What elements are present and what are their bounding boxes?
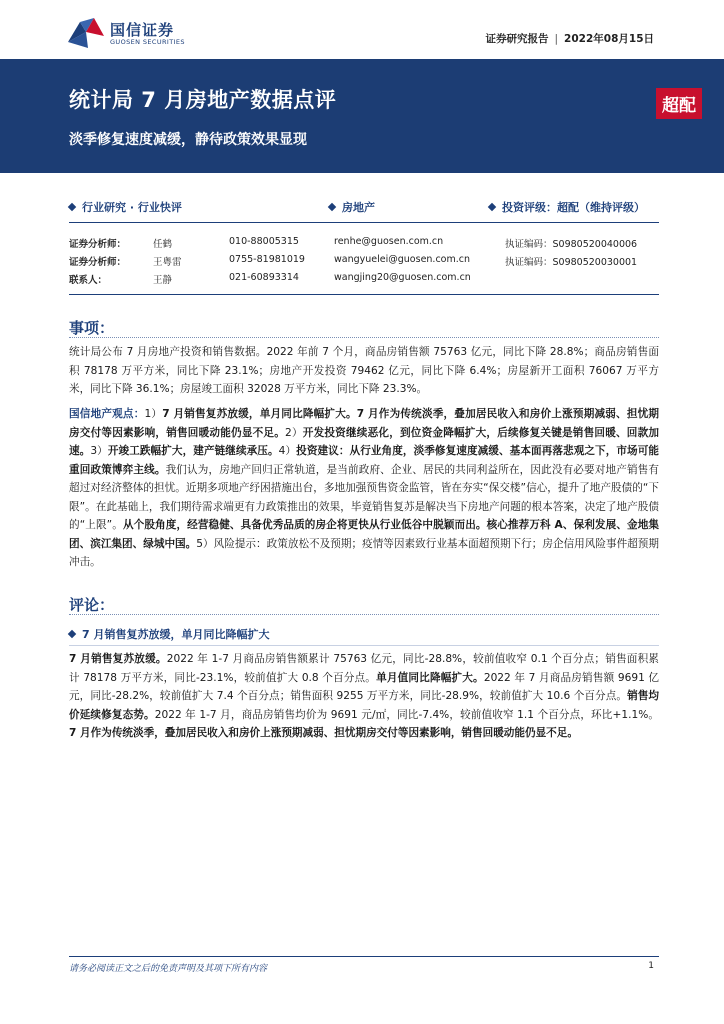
page-header xyxy=(0,0,724,58)
footer-divider xyxy=(69,956,659,957)
view-point-4-picks: 从个股角度，经营稳健、具备优秀品质的房企将更快从行业低谷中脱颖而出。核心推荐万科 A、保利发展、金地集团、滨江集团、绿城中国。 xyxy=(69,519,659,550)
analyst-role: 证券分析师： xyxy=(69,257,127,268)
report-subtitle: 淡季修复速度减缓，静待政策效果显现 xyxy=(69,132,307,148)
comment-paragraph xyxy=(69,650,659,743)
tag-industry-label: 行业研究 · 行业快评 xyxy=(82,201,182,214)
comment-text-2: 2022 年 7 月商品房销售额 9691 亿元，同比-28.2%，较前值扩大 7.4 个百分点；销售面积 9255 万平方米，同比-28.9%，较前值扩大 10.6 个百分点。 xyxy=(69,671,660,702)
tag-rating xyxy=(489,199,645,215)
analyst-cert: 执证编码：S0980520040006 xyxy=(505,239,638,250)
analyst-phone: 010-88005315 xyxy=(229,236,299,247)
meta-separator: | xyxy=(554,33,559,45)
comment-text-3: 2022 年 1-7 月，商品房销售均价为 9691 元/㎡，同比-7.4%，较前值收窄 1.1 个百分点，环比+1.1%。 xyxy=(154,708,659,721)
subheading-label: 7 月销售复苏放缓，单月同比降幅扩大 xyxy=(82,628,270,641)
divider xyxy=(69,337,659,338)
analyst-row xyxy=(69,236,659,254)
analyst-row xyxy=(69,272,659,290)
view-point-number: 4） xyxy=(278,445,297,457)
report-date: 2022年08月15日 xyxy=(564,33,654,45)
title-banner xyxy=(0,59,724,173)
diamond-bullet-icon xyxy=(488,203,496,211)
comment-bold-4: 7 月作为传统淡季，叠加居民收入和房价上涨预期减弱、担忧期房交付等因素影响，销售回暖动能仍显不足。 xyxy=(69,727,578,739)
divider xyxy=(69,294,659,295)
analyst-cert: 执证编码：S0980520030001 xyxy=(505,257,638,268)
view-point-number: 3） xyxy=(90,445,108,457)
comment-text-1: 2022 年 1-7 月商品房销售额累计 75763 亿元，同比-28.8%，较前值收窄 0.1 个百分点；销售面积累计 78178 万平方米，同比-23.1%，较前值扩大 0.8 个百分点。 xyxy=(69,653,660,684)
view-label: 国信地产观点： xyxy=(69,408,145,420)
tag-sector-label: 房地产 xyxy=(342,201,375,214)
category-tags xyxy=(69,199,659,219)
analyst-email[interactable]: wangjing20@guosen.com.cn xyxy=(334,272,471,283)
view-paragraph xyxy=(69,405,659,572)
analyst-phone: 0755-81981019 xyxy=(229,254,305,265)
analyst-name: 王粤雷 xyxy=(153,257,182,268)
page-number: 1 xyxy=(648,961,654,971)
logo-text-cn: 国信证券 xyxy=(110,21,175,39)
analyst-table xyxy=(69,236,659,290)
report-meta xyxy=(486,31,655,46)
analyst-name: 王静 xyxy=(153,275,173,286)
diamond-bullet-icon xyxy=(68,630,76,638)
analyst-role: 联系人： xyxy=(69,275,108,286)
subheading xyxy=(69,626,269,642)
section-heading-comments: 评论： xyxy=(69,596,115,614)
view-point-number: 1） xyxy=(144,408,163,420)
comment-bold-3: 销售均价延续修复态势。 xyxy=(69,690,660,721)
view-point-number: 2） xyxy=(285,426,303,439)
guosen-logo-icon xyxy=(68,18,104,48)
report-title: 统计局 7 月房地产数据点评 xyxy=(69,88,337,112)
logo-text-en: GUOSEN SECURITIES xyxy=(110,38,185,46)
diamond-bullet-icon xyxy=(328,203,336,211)
tag-sector xyxy=(329,199,375,215)
view-point-4: 投资建议：从行业角度，淡季修复速度减缓、基本面再落悲观之下，市场可能重回政策博弈主线。 xyxy=(69,445,660,476)
analyst-role: 证券分析师： xyxy=(69,239,127,250)
section-heading-matters: 事项： xyxy=(69,319,115,337)
divider xyxy=(69,645,659,646)
analyst-phone: 021-60893314 xyxy=(229,272,299,283)
view-point-4-text: 我们认为，房地产回归正常轨道，是当前政府、企业、居民的共同利益所在，因此没有必要对地产销售有超过对经济整体的担忧。近期多项地产纾困措施出台，多地加强预售资金监管，皆在夯实“保交楼”信心，提升了地产股债的“下限”。在此基础上，我们期待需求端更有力政策推出的效果，毕竟销售复苏是解决当下房地产问题的根本答案，决定了地产股债的“上限”。 xyxy=(69,463,660,531)
analyst-name: 任鹤 xyxy=(153,239,173,250)
divider xyxy=(69,614,659,615)
analyst-email[interactable]: renhe@guosen.com.cn xyxy=(334,236,444,247)
view-point-1: 7 月销售复苏放缓，单月同比降幅扩大。7 月作为传统淡季，叠加居民收入和房价上涨预期减弱、担忧期房交付等因素影响，销售回暖动能仍显不足。 xyxy=(69,408,659,439)
analyst-email[interactable]: wangyuelei@guosen.com.cn xyxy=(334,254,471,265)
view-point-2: 开发投资继续恶化，到位资金降幅扩大，后续修复关键是销售回暖、回款加速。 xyxy=(69,426,660,457)
footer-disclaimer: 请务必阅读正文之后的免责声明及其项下所有内容 xyxy=(69,964,268,974)
comment-lead: 7 月销售复苏放缓。 xyxy=(69,653,167,665)
view-point-3: 开竣工跌幅扩大，建产链继续承压。 xyxy=(107,445,279,457)
report-type: 证券研究报告 xyxy=(485,33,549,45)
tag-industry xyxy=(69,199,182,215)
comment-bold-2: 单月值同比降幅扩大。 xyxy=(376,671,484,684)
analyst-row xyxy=(69,254,659,272)
diamond-bullet-icon xyxy=(68,203,76,211)
divider xyxy=(69,222,659,223)
tag-rating-label: 投资评级：超配（维持评级） xyxy=(502,201,645,214)
view-point-5: 5）风险提示：政策放松不及预期；疫情等因素致行业基本面超预期下行；房企信用风险事件超预期冲击。 xyxy=(69,537,659,568)
matters-paragraph: 统计局公布 7 月房地产投资和销售数据。2022 年前 7 个月，商品房销售额 75763 亿元，同比下降 28.8%；商品房销售面积 78178 万平方米，同比下降 23.1%；房地产开发投资 79462 亿元，同比下降 6.4%；房屋新开工面积 76067 万平方米，同比下降 36.1%；房屋竣工面积 32028 万平方米，同比下降 23.3%。 xyxy=(69,346,659,395)
rating-badge: 超配 xyxy=(656,88,702,119)
